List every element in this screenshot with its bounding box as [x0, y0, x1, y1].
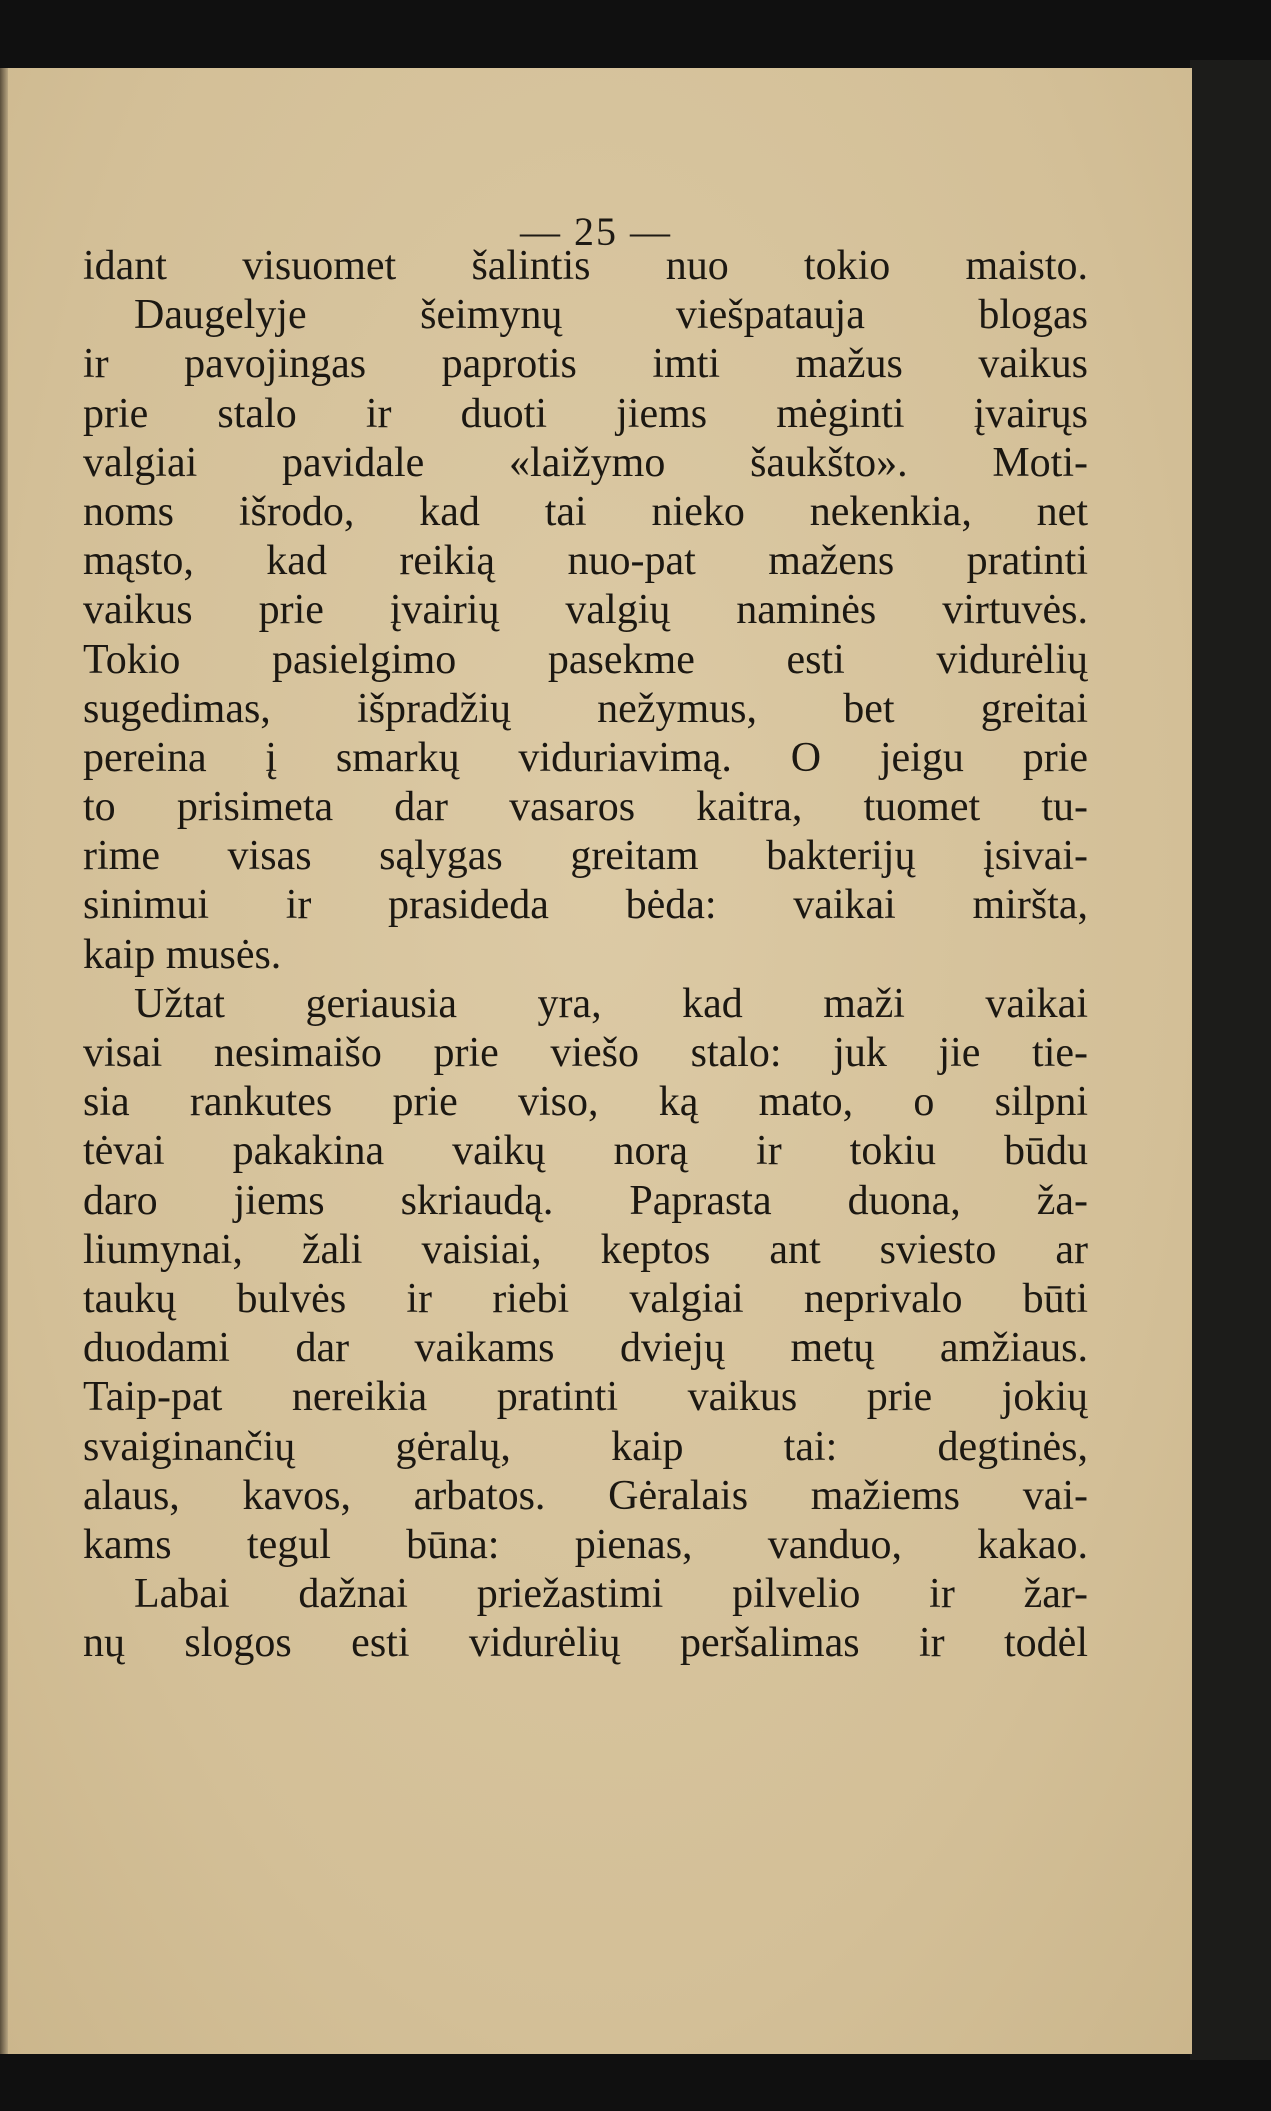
- page-binding-edge: [0, 68, 8, 2054]
- text-line: daro jiems skriaudą. Paprasta duona, ža-: [83, 1177, 1088, 1224]
- text-line: pereina į smarkų viduriavimą. O jeigu prie: [83, 734, 1088, 781]
- text-line: visai nesimaišo prie viešo stalo: juk jie tie-: [83, 1030, 1088, 1076]
- text-line: svaiginančių gėralų, kaip tai: degtinės,: [83, 1423, 1088, 1470]
- text-line: prie stalo ir duoti jiems mėginti įvairųs: [83, 390, 1088, 437]
- text-line: Užtat geriausia yra, kad maži vaikai: [134, 980, 1088, 1027]
- text-line: taukų bulvės ir riebi valgiai neprivalo būti: [83, 1275, 1088, 1322]
- body-text: [83, 242, 1088, 1668]
- text-line: Tokio pasielgimo pasekme esti vidurėlių: [83, 636, 1088, 683]
- text-line: liumynai, žali vaisiai, keptos ant sviesto ar: [83, 1226, 1088, 1273]
- text-line: nų slogos esti vidurėlių peršalimas ir todėl: [83, 1620, 1088, 1667]
- text-line: tėvai pakakina vaikų norą ir tokiu būdu: [83, 1128, 1088, 1175]
- text-line: sugedimas, išpradžių nežymus, bet greitai: [83, 685, 1088, 732]
- text-line: sia rankutes prie viso, ką mato, o silpni: [83, 1079, 1088, 1126]
- text-line: kams tegul būna: pienas, vanduo, kakao.: [83, 1521, 1088, 1568]
- text-line: Daugelyje šeimynų viešpatauja blogas: [134, 292, 1088, 339]
- text-line: idant visuomet šalintis nuo tokio maisto.: [83, 243, 1088, 289]
- text-line: vaikus prie įvairių valgių naminės virtuvės.: [83, 587, 1088, 634]
- text-line: valgiai pavidale «laižymo šaukšto». Moti-: [83, 439, 1088, 486]
- text-line: ir pavojingas paprotis imti mažus vaikus: [83, 341, 1088, 388]
- text-line: Taip-pat nereikia pratinti vaikus prie jokių: [83, 1374, 1088, 1421]
- text-line: duodami dar vaikams dviejų metų amžiaus.: [83, 1325, 1088, 1372]
- text-line: mąsto, kad reikią nuo-pat mažens pratinti: [83, 538, 1088, 585]
- page-number: — 25 —: [520, 209, 672, 254]
- text-line: Labai dažnai priežastimi pilvelio ir žar-: [134, 1571, 1088, 1618]
- text-line: kaip musės.: [83, 931, 282, 978]
- text-line: noms išrodo, kad tai nieko nekenkia, net: [83, 488, 1088, 535]
- text-line: sinimui ir prasideda bėda: vaikai miršta,: [83, 882, 1088, 929]
- text-line: rime visas sąlygas greitam bakterijų įsivai-: [83, 833, 1088, 880]
- scan-background-right: [1190, 60, 1271, 2060]
- text-line: to prisimeta dar vasaros kaitra, tuomet tu-: [83, 784, 1088, 831]
- text-line: alaus, kavos, arbatos. Gėralais mažiems vai-: [83, 1472, 1088, 1519]
